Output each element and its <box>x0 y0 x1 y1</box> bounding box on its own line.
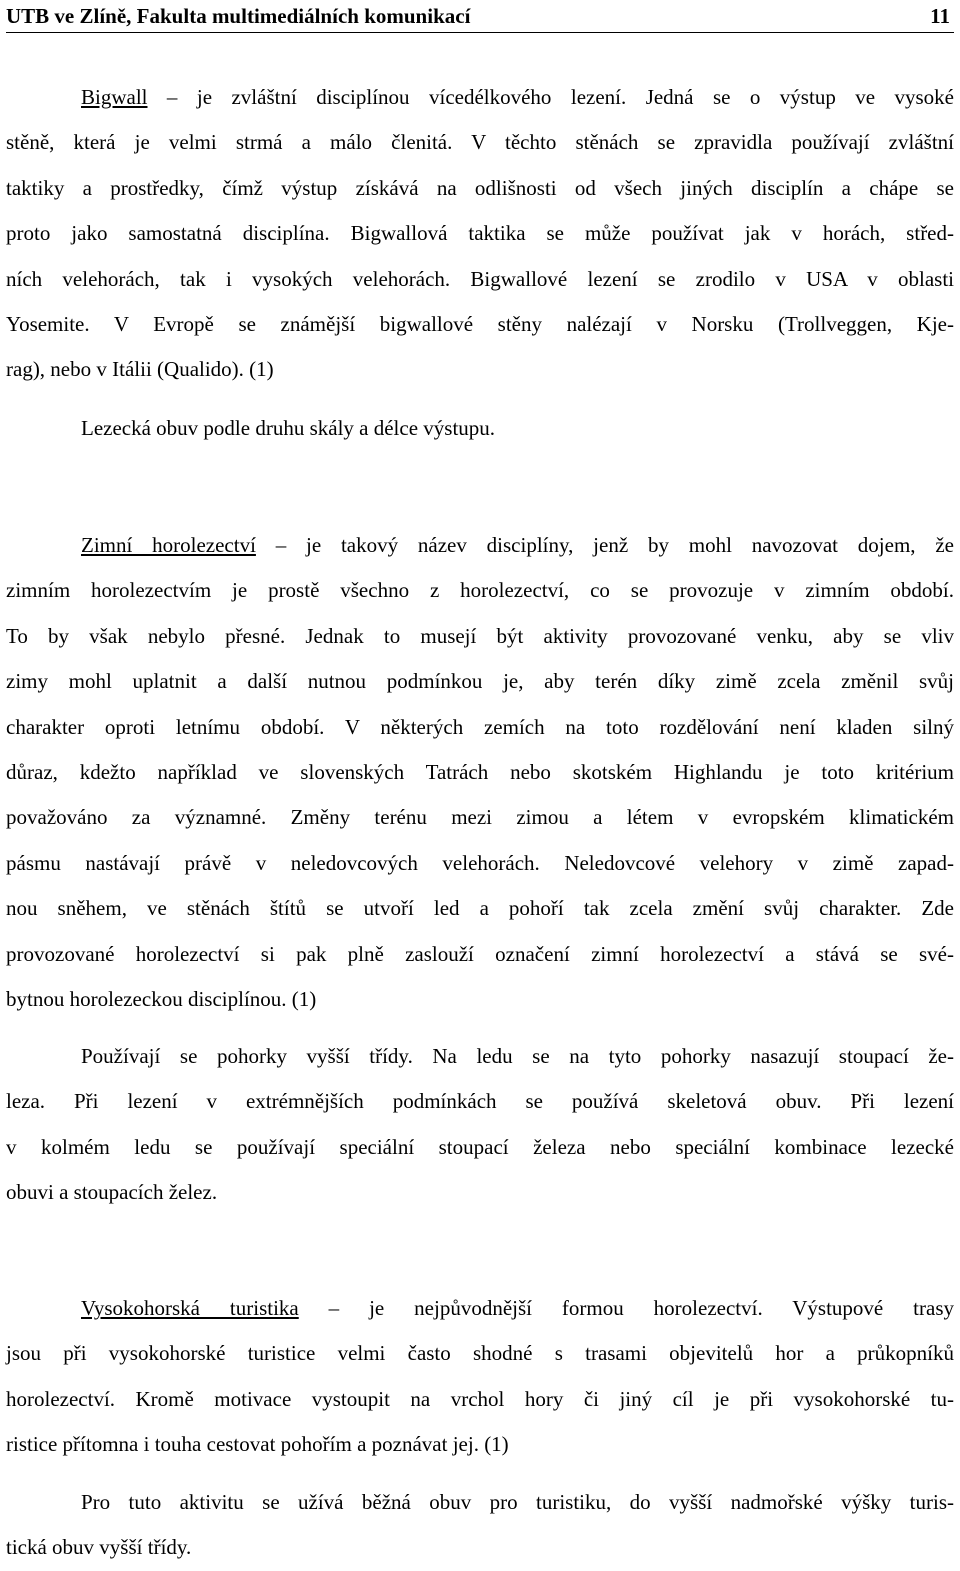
paragraph-line: proto jako samostatná disciplína. Bigwallová taktika se může používat jak v horách, střed- <box>6 221 954 246</box>
paragraph-line: Bigwall – je zvláštní disciplínou vícedélkového lezení. Jedná se o výstup ve vysoké <box>81 85 954 109</box>
paragraph-line: zimním horolezectvím je prostě všechno z horolezectví, co se provozuje v zimním období. <box>6 578 954 603</box>
paragraph-line: stěně, která je velmi strmá a málo členitá. V těchto stěnách se zpravidla používají zvláštní <box>6 130 954 155</box>
term-high-mountain-hiking: Vysokohorská turistika <box>81 1296 299 1320</box>
paragraph-line: Používají se pohorky vyšší třídy. Na ledu se na tyto pohorky nasazují stoupací že- <box>81 1044 954 1068</box>
paragraph-line: Vysokohorská turistika – je nejpůvodnější formou horolezectví. Výstupové trasy <box>81 1296 954 1320</box>
paragraph-line: rag), nebo v Itálii (Qualido). (1) <box>6 357 274 382</box>
paragraph-winter-climbing <box>6 523 954 1022</box>
paragraph-line: To by však nebylo přesné. Jednak to musejí být aktivity provozované venku, aby se vliv <box>6 623 954 648</box>
paragraph-line: jsou při vysokohorské turistice velmi často shodné s trasami objevitelů hor a průkopníků <box>6 1341 954 1366</box>
paragraph-line: pásmu nastávají právě v neledovcových velehorách. Neledovcové velehory v zimě zapad- <box>6 850 954 875</box>
footwear-winter-climbing <box>6 1034 954 1216</box>
paragraph-line: ristice přítomna i touha cestovat pohořím a poznávat jej. (1) <box>6 1432 509 1457</box>
paragraph-line: taktiky a prostředky, čímž výstup získává na odlišnosti od všech jiných disciplín a chápe se <box>6 175 954 200</box>
paragraph-line: leza. Při lezení v extrémnějších podmínkách se používá skeletová obuv. Při lezení <box>6 1089 954 1114</box>
header-title: UTB ve Zlíně, Fakulta multimediálních komunikací <box>6 4 471 28</box>
paragraph-line: považováno za významné. Změny terénu mezi zimou a létem v evropském klimatickém <box>6 805 954 830</box>
paragraph-line: v kolmém ledu se používají speciální stoupací železa nebo speciální kombinace lezecké <box>6 1134 954 1159</box>
paragraph-line: Pro tuto aktivitu se užívá běžná obuv pro turistiku, do vyšší nadmořské výšky turis- <box>81 1490 954 1514</box>
paragraph-line: důraz, kdežto například ve slovenských Tatrách nebo skotském Highlandu je toto kritérium <box>6 759 954 784</box>
paragraph-line: Yosemite. V Evropě se známější bigwallové stěny nalézají v Norsku (Trollveggen, Kje- <box>6 311 954 336</box>
paragraph-line: charakter oproti letnímu období. V některých zemích na toto rozdělování není kladen silný <box>6 714 954 739</box>
term-winter-climbing: Zimní horolezectví <box>81 533 256 557</box>
footwear-bigwall <box>6 406 954 451</box>
term-bigwall: Bigwall <box>81 85 148 109</box>
paragraph-line: ních velehorách, tak i vysokých velehorách. Bigwallové lezení se zrodilo v USA v oblasti <box>6 266 954 291</box>
footwear-high-mountain-hiking <box>6 1480 954 1571</box>
page-header <box>6 0 954 33</box>
paragraph-line: bytnou horolezeckou disciplínou. (1) <box>6 986 317 1011</box>
page-number: 11 <box>930 4 950 28</box>
paragraph-high-mountain-hiking <box>6 1286 954 1468</box>
paragraph-line: nou sněhem, ve stěnách štítů se utvoří led a pohoří tak zcela změní svůj charakter. Zde <box>6 896 954 921</box>
paragraph-line: horolezectví. Kromě motivace vystoupit na vrchol hory či jiný cíl je při vysokohorské tu- <box>6 1386 954 1411</box>
paragraph-line: Lezecká obuv podle druhu skály a délce výstupu. <box>81 416 496 440</box>
paragraph-line: Zimní horolezectví – je takový název disciplíny, jenž by mohl navozovat dojem, že <box>81 533 954 557</box>
paragraph-line: zimy mohl uplatnit a další nutnou podmínkou je, aby terén díky zimě zcela změnil svůj <box>6 669 954 694</box>
paragraph-bigwall <box>6 75 954 393</box>
paragraph-line: obuvi a stoupacích želez. <box>6 1180 218 1205</box>
paragraph-line: provozované horolezectví si pak plně zaslouží označení zimní horolezectví a stává se své- <box>6 941 954 966</box>
paragraph-line: tická obuv vyšší třídy. <box>6 1535 192 1560</box>
